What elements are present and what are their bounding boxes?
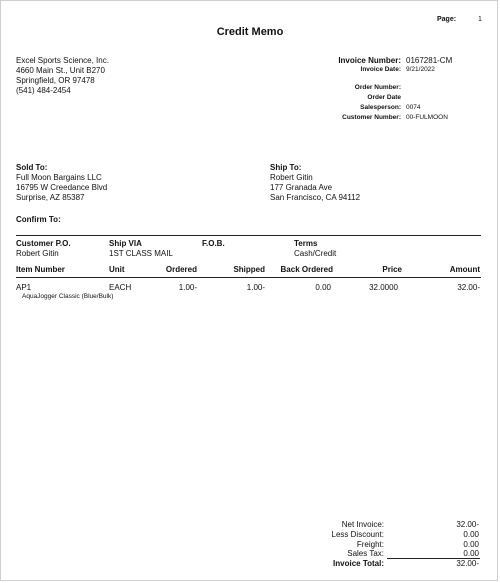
company-name: Excel Sports Science, Inc. — [16, 56, 109, 65]
freight-value: 0.00 — [463, 540, 479, 549]
net-invoice-label: Net Invoice: — [341, 520, 384, 529]
less-discount-label: Less Discount: — [331, 530, 384, 539]
confirm-to-label: Confirm To: — [16, 215, 61, 224]
sales-tax-label: Sales Tax: — [347, 549, 384, 558]
ship-to-city: San Francisco, CA 94112 — [270, 193, 361, 202]
terms-value: Cash/Credit — [294, 249, 337, 258]
column-header-item-number: Item Number — [16, 265, 65, 274]
ship-via-value: 1ST CLASS MAIL — [109, 249, 173, 258]
invoice-total-value: 32.00- — [456, 559, 479, 568]
ship-to-label: Ship To: — [270, 163, 302, 172]
ordered-cell: 1.00- — [178, 283, 197, 292]
company-address-block — [16, 56, 109, 96]
shipped-cell: 1.00- — [246, 283, 265, 292]
sold-to-block — [16, 163, 107, 203]
sold-to-name: Full Moon Bargains LLC — [16, 173, 102, 182]
terms-label: Terms — [294, 239, 318, 248]
salesperson-value: 0074 — [406, 104, 421, 111]
ship-to-name: Robert Gitin — [270, 173, 313, 182]
invoice-date-value: 9/21/2022 — [406, 66, 435, 73]
company-address-line2: Springfield, OR 97478 — [16, 76, 95, 85]
order-info-top-rule — [16, 235, 481, 236]
invoice-number-value: 0167281-CM — [406, 56, 453, 65]
order-number-label: Order Number: — [354, 84, 401, 91]
ship-to-block — [270, 163, 360, 203]
freight-label: Freight: — [356, 540, 384, 549]
sales-tax-value: 0.00 — [463, 549, 479, 558]
salesperson-label: Salesperson: — [360, 104, 401, 111]
invoice-date-label: Invoice Date: — [360, 66, 401, 73]
order-date-label: Order Date — [367, 94, 401, 101]
item-description: AquaJogger Classic (Blue/Bulk) — [22, 293, 114, 300]
page-number: 1 — [478, 16, 482, 23]
sold-to-address: 16795 W Creedance Blvd — [16, 183, 108, 192]
ship-via-label: Ship VIA — [109, 239, 142, 248]
unit-cell: EACH — [109, 283, 132, 292]
ship-to-address: 177 Granada Ave — [270, 183, 333, 192]
column-header-price: Price — [382, 265, 402, 274]
back-ordered-cell: 0.00 — [315, 283, 331, 292]
sold-to-city: Surprise, AZ 85387 — [16, 193, 85, 202]
company-address-line1: 4660 Main St., Unit B270 — [16, 66, 105, 75]
company-phone: (541) 484-2454 — [16, 86, 71, 95]
item-number-cell: AP1 — [16, 283, 32, 292]
page-label: Page: — [437, 16, 457, 23]
customer-number-value: 00-FULMOON — [406, 114, 448, 121]
column-header-amount: Amount — [449, 265, 480, 274]
customer-po-label: Customer P.O. — [16, 239, 71, 248]
document-title: Credit Memo — [216, 26, 284, 38]
column-header-unit: Unit — [109, 265, 125, 274]
table-header-rule — [16, 277, 481, 278]
column-header-back-ordered: Back Ordered — [280, 265, 333, 274]
net-invoice-value: 32.00- — [456, 520, 479, 529]
invoice-number-label: Invoice Number: — [338, 56, 401, 65]
column-header-ordered: Ordered — [165, 265, 197, 274]
sold-to-label: Sold To: — [16, 163, 48, 172]
amount-cell: 32.00- — [457, 283, 480, 292]
column-header-shipped: Shipped — [233, 265, 265, 274]
fob-label: F.O.B. — [202, 239, 225, 248]
invoice-total-label: Invoice Total: — [333, 559, 384, 568]
less-discount-value: 0.00 — [463, 530, 479, 539]
price-cell: 32.0000 — [369, 283, 398, 292]
customer-number-label: Customer Number: — [342, 114, 401, 121]
customer-po-value: Robert Gitin — [16, 249, 59, 258]
